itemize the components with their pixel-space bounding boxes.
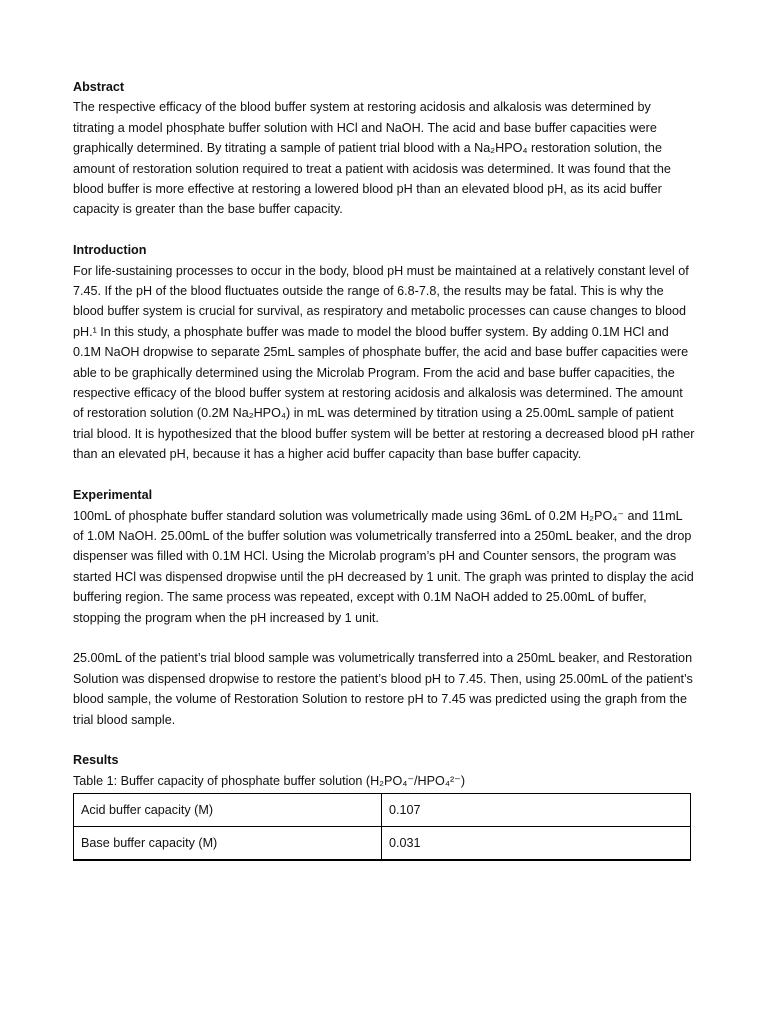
- table-cell-value: 0.107: [382, 794, 691, 827]
- introduction-paragraph: For life-sustaining processes to occur in the body, blood pH must be maintained at a relatively constant level of 7.45. If the pH of the blood fluctuates outside the range of 6.8-7.8, the results may be fatal. This is why the blood buffer system is crucial for survival, as respiratory and metabolic processes can cause changes to blood pH.¹ In this study, a phosphate buffer was made to model the blood buffer system. By adding 0.1M HCl and 0.1M NaOH dropwise to separate 25mL samples of phosphate buffer, the acid and base buffer capacities were able to be graphically determined using the Microlab Program. From the acid and base buffer capacities, the respective efficacy of the blood buffer system at restoring acidosis and alkalosis was determined. The amount of restoration solution (0.2M Na₂HPO₄) in mL was determined by titration using a 25.00mL sample of patient trial blood. It is hypothesized that the blood buffer system will be better at restoring a decreased blood pH rather than an elevated pH, because it has a higher acid buffer capacity than base buffer capacity.: [73, 263, 695, 462]
- spacer: [73, 220, 695, 240]
- spacer: [73, 730, 695, 750]
- abstract-paragraph: The respective efficacy of the blood buffer system at restoring acidosis and alkalosis was determined by titrating a model phosphate buffer solution with HCl and NaOH. The acid and base buffer capacities were graphically determined. By titrating a sample of patient trial blood with a Na₂HPO₄ restoration solution, the amount of restoration solution required to treat a patient with acidosis was determined. It was found that the blood buffer is more effective at restoring a lowered blood pH than an elevated blood pH, as its acid buffer capacity is greater than the base buffer capacity.: [73, 100, 671, 217]
- document-page: [73, 77, 695, 861]
- introduction-heading: Introduction: [73, 243, 147, 258]
- spacer: [73, 465, 695, 485]
- table-cell-label: Base buffer capacity (M): [74, 827, 382, 861]
- table-row: [74, 794, 691, 827]
- table-row: [74, 827, 691, 861]
- table-cell-label: Acid buffer capacity (M): [74, 794, 382, 827]
- spacer: [73, 628, 695, 648]
- experimental-paragraph-1: 100mL of phosphate buffer standard solution was volumetrically made using 36mL of 0.2M H₂PO₄⁻ and 11mL of 1.0M NaOH. 25.00mL of the buffer solution was volumetrically transferred into a 250mL beaker, and the drop dispenser was filled with 0.1M HCl. Using the Microlab program’s pH and Counter sensors, the program was started HCl was dispensed dropwise until the pH decreased by 1 unit. The graph was printed to display the acid buffering region. The same process was repeated, except with 0.1M NaOH added to 25.00mL of buffer, stopping the program when the pH increased by 1 unit.: [73, 508, 694, 625]
- experimental-heading: Experimental: [73, 488, 153, 503]
- results-heading: Results: [73, 753, 119, 768]
- abstract-heading: Abstract: [73, 80, 125, 94]
- experimental-paragraph-2: 25.00mL of the patient’s trial blood sample was volumetrically transferred into a 250mL beaker, and Restoration Solution was dispensed dropwise to restore the patient’s blood pH to 7.45. Then, using 25.00mL of the patient’s blood sample, the volume of Restoration Solution to restore pH to 7.45 was predicted using the graph from the trial blood sample.: [73, 651, 693, 727]
- table-caption: Table 1: Buffer capacity of phosphate buffer solution (H₂PO₄⁻/HPO₄²⁻): [73, 773, 466, 788]
- table-cell-value: 0.031: [382, 827, 691, 861]
- results-table: [73, 793, 691, 861]
